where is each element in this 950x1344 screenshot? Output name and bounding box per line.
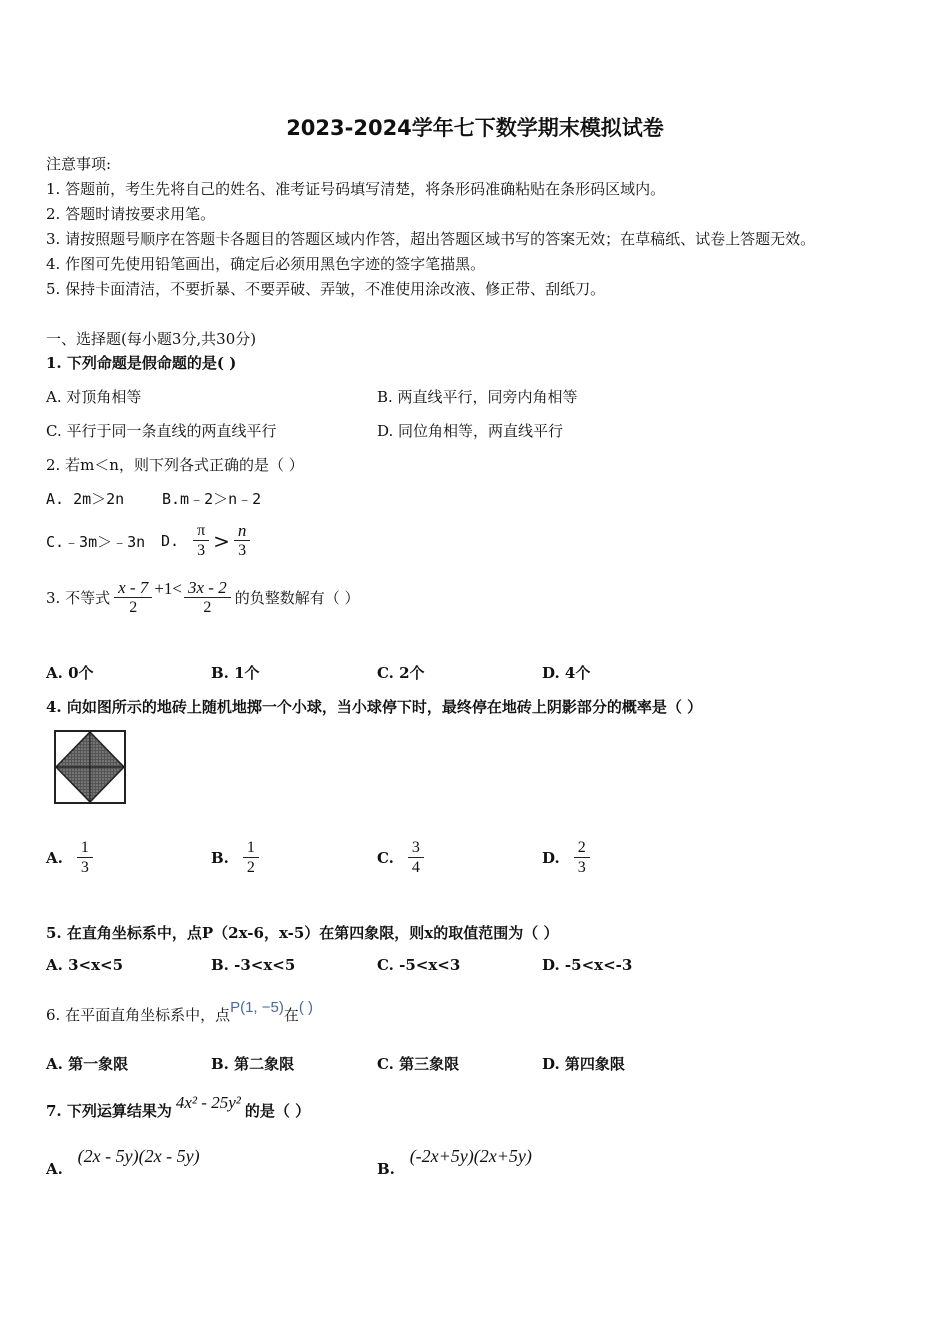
q3-option-d: D. 4个: [542, 664, 591, 682]
q3-option-a: A. 0个: [46, 664, 94, 682]
q7-b-label: B.: [377, 1160, 395, 1178]
q6-mid: 在: [283, 1006, 299, 1024]
q3-fraction-2: [184, 578, 231, 617]
q1-stem: 1. 下列命题是假命题的是( ): [46, 354, 237, 372]
section-heading: 一、选择题(每小题3分,共30分): [46, 330, 257, 348]
q4-c-den: 4: [411, 859, 420, 876]
q2-d-right-fraction: [234, 521, 251, 560]
q4-option-d: [542, 838, 590, 877]
tile-figure: [54, 730, 126, 804]
q7-prefix: 7. 下列运算结果为: [46, 1102, 172, 1120]
q6-point: P(1, −5): [230, 999, 284, 1016]
q3-f2-den: 2: [203, 599, 212, 616]
q4-d-den: 3: [577, 859, 586, 876]
q7-expression: 4x² - 25y²: [175, 1093, 241, 1112]
q3-f2-num: 3x - 2: [184, 578, 231, 598]
q4-b-den: 2: [246, 859, 255, 876]
q7-option-b: [377, 1146, 532, 1178]
q6-option-b: B. 第二象限: [211, 1055, 295, 1073]
q3-stem: [46, 578, 360, 617]
q4-d-fraction: [574, 838, 590, 877]
q7-a-expression: (2x - 5y)(2x - 5y): [77, 1146, 200, 1166]
q7-option-a: [46, 1146, 200, 1178]
q5-option-b: B. -3<x<5: [211, 956, 296, 974]
q4-a-fraction: [77, 838, 93, 877]
q2-d-operator: >: [213, 528, 230, 553]
q7-stem: [46, 1092, 311, 1120]
q4-option-a: [46, 838, 93, 877]
q5-stem: 5. 在直角坐标系中，点P（2x-6，x-5）在第四象限，则x的取值范围为（ ）: [46, 924, 559, 942]
notice-item-5: 5. 保持卡面清洁，不要折暴、不要弄破、弄皱，不准使用涂改液、修正带、刮纸刀。: [46, 280, 606, 298]
q4-a-num: 1: [77, 838, 93, 858]
q6-option-d: D. 第四象限: [542, 1055, 625, 1073]
q3-prefix: 3. 不等式: [46, 589, 111, 607]
q5-option-d: D. -5<x<-3: [542, 956, 633, 974]
q6-paren: ( ): [298, 999, 314, 1016]
q4-option-b: [211, 838, 259, 877]
q6-option-a: A. 第一象限: [46, 1055, 129, 1073]
q6-option-c: C. 第三象限: [377, 1055, 460, 1073]
q4-c-fraction: [408, 838, 424, 877]
q2-d-left-fraction: [193, 521, 209, 560]
q3-f1-num: x - 7: [114, 578, 152, 598]
notice-heading: 注意事项:: [46, 155, 112, 173]
q4-c-label: C.: [377, 848, 394, 867]
q2-option-d: [161, 521, 250, 560]
q1-option-c: C. 平行于同一条直线的两直线平行: [46, 422, 277, 440]
q1-option-a: A. 对顶角相等: [46, 388, 142, 406]
notice-item-2: 2. 答题时请按要求用笔。: [46, 205, 216, 223]
q2-d-left-num: π: [193, 521, 209, 541]
q3-option-c: C. 2个: [377, 664, 425, 682]
q4-a-label: A.: [46, 848, 63, 867]
q2-option-c: C.﹣3m＞﹣3n: [46, 533, 146, 551]
q4-b-fraction: [243, 838, 259, 877]
q2-option-b: B.m﹣2＞n﹣2: [162, 490, 262, 508]
q4-stem: 4. 向如图所示的地砖上随机地掷一个小球，当小球停下时，最终停在地砖上阴影部分的概率是（ ）: [46, 698, 703, 716]
q4-c-num: 3: [408, 838, 424, 858]
q3-f1-den: 2: [129, 599, 138, 616]
notice-item-4: 4. 作图可先使用铅笔画出，确定后必须用黑色字迹的签字笔描黑。: [46, 255, 486, 273]
q3-mid: +1<: [154, 578, 182, 598]
notice-item-3: 3. 请按照题号顺序在答题卡各题目的答题区域内作答，超出答题区域书写的答案无效；在草稿纸、试卷上答题无效。: [46, 230, 816, 248]
q4-option-c: [377, 838, 424, 877]
q4-d-num: 2: [574, 838, 590, 858]
q2-option-a: A. 2m＞2n: [46, 490, 125, 508]
q1-option-b: B. 两直线平行，同旁内角相等: [377, 388, 578, 406]
page-title: 2023-2024学年七下数学期末模拟试卷: [286, 116, 664, 140]
q2-d-right-num: n: [234, 521, 251, 541]
q4-b-num: 1: [243, 838, 259, 858]
q7-b-expression: (-2x+5y)(2x+5y): [409, 1146, 532, 1166]
notice-item-1: 1. 答题前，考生先将自己的姓名、准考证号码填写清楚，将条形码准确粘贴在条形码区域内。: [46, 180, 666, 198]
q2-d-right-den: 3: [238, 542, 247, 559]
q3-option-b: B. 1个: [211, 664, 260, 682]
q5-option-c: C. -5<x<3: [377, 956, 461, 974]
q2-stem: 2. 若m＜n，则下列各式正确的是（ ）: [46, 456, 304, 474]
q5-option-a: A. 3<x<5: [46, 956, 124, 974]
q4-a-den: 3: [80, 859, 89, 876]
q6-prefix: 6. 在平面直角坐标系中，点: [46, 1006, 231, 1024]
q4-b-label: B.: [211, 848, 229, 867]
q4-d-label: D.: [542, 848, 560, 867]
q2-d-label: D.: [161, 531, 180, 550]
q7-a-label: A.: [46, 1160, 63, 1178]
q3-fraction-1: [114, 578, 152, 617]
q7-suffix: 的是（ ）: [244, 1102, 311, 1120]
q3-suffix: 的负整数解有（ ）: [234, 589, 360, 607]
q6-stem: [46, 999, 314, 1024]
q1-option-d: D. 同位角相等，两直线平行: [377, 422, 564, 440]
q2-d-left-den: 3: [197, 542, 206, 559]
